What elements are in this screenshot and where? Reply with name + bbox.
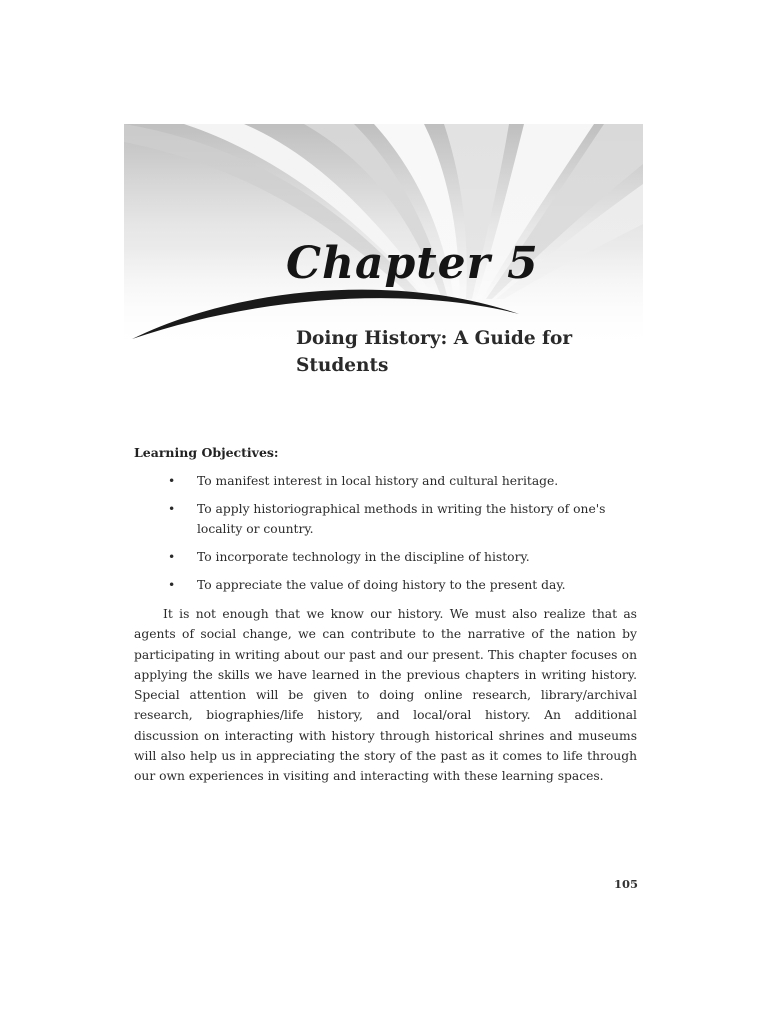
learning-objectives-list xyxy=(134,471,640,603)
bullet-icon: • xyxy=(168,550,176,564)
objective-text: To incorporate technology in the discipline of history. xyxy=(197,550,530,564)
chapter-heading: Chapter 5 xyxy=(286,238,539,289)
bullet-icon: • xyxy=(168,578,176,592)
list-item xyxy=(134,547,640,567)
learning-objectives-heading: Learning Objectives: xyxy=(134,445,279,460)
bullet-icon: • xyxy=(168,502,176,516)
chapter-title: Doing History: A Guide for Students xyxy=(296,328,573,376)
objective-text: To manifest interest in local history and cultural heritage. xyxy=(197,474,559,488)
chapter-banner-image xyxy=(124,124,643,350)
objective-text: To apply historiographical methods in writing the history of one's locality or country. xyxy=(197,502,606,536)
list-item xyxy=(134,471,640,491)
list-item xyxy=(134,575,640,595)
page-number: 105 xyxy=(614,877,639,891)
body-paragraph: It is not enough that we know our history. We must also realize that as agents of social change, we can contribute to the narrative of the nation by participating in writing about our past and our present. This chapter focuses on applying the skills we have learned in the previous chapters in writing history. Special attention will be given to doing online research, library/archival research, biographies/life history, and local/oral history. An additional discussion on interacting with history through historical shrines and museums will also help us in appreciating the story of the past as it comes to life through our own experiences in visiting and interacting with these learning spaces. xyxy=(134,607,637,784)
bullet-icon: • xyxy=(168,474,176,488)
objective-text: To appreciate the value of doing history to the present day. xyxy=(197,578,566,592)
list-item xyxy=(134,499,640,539)
